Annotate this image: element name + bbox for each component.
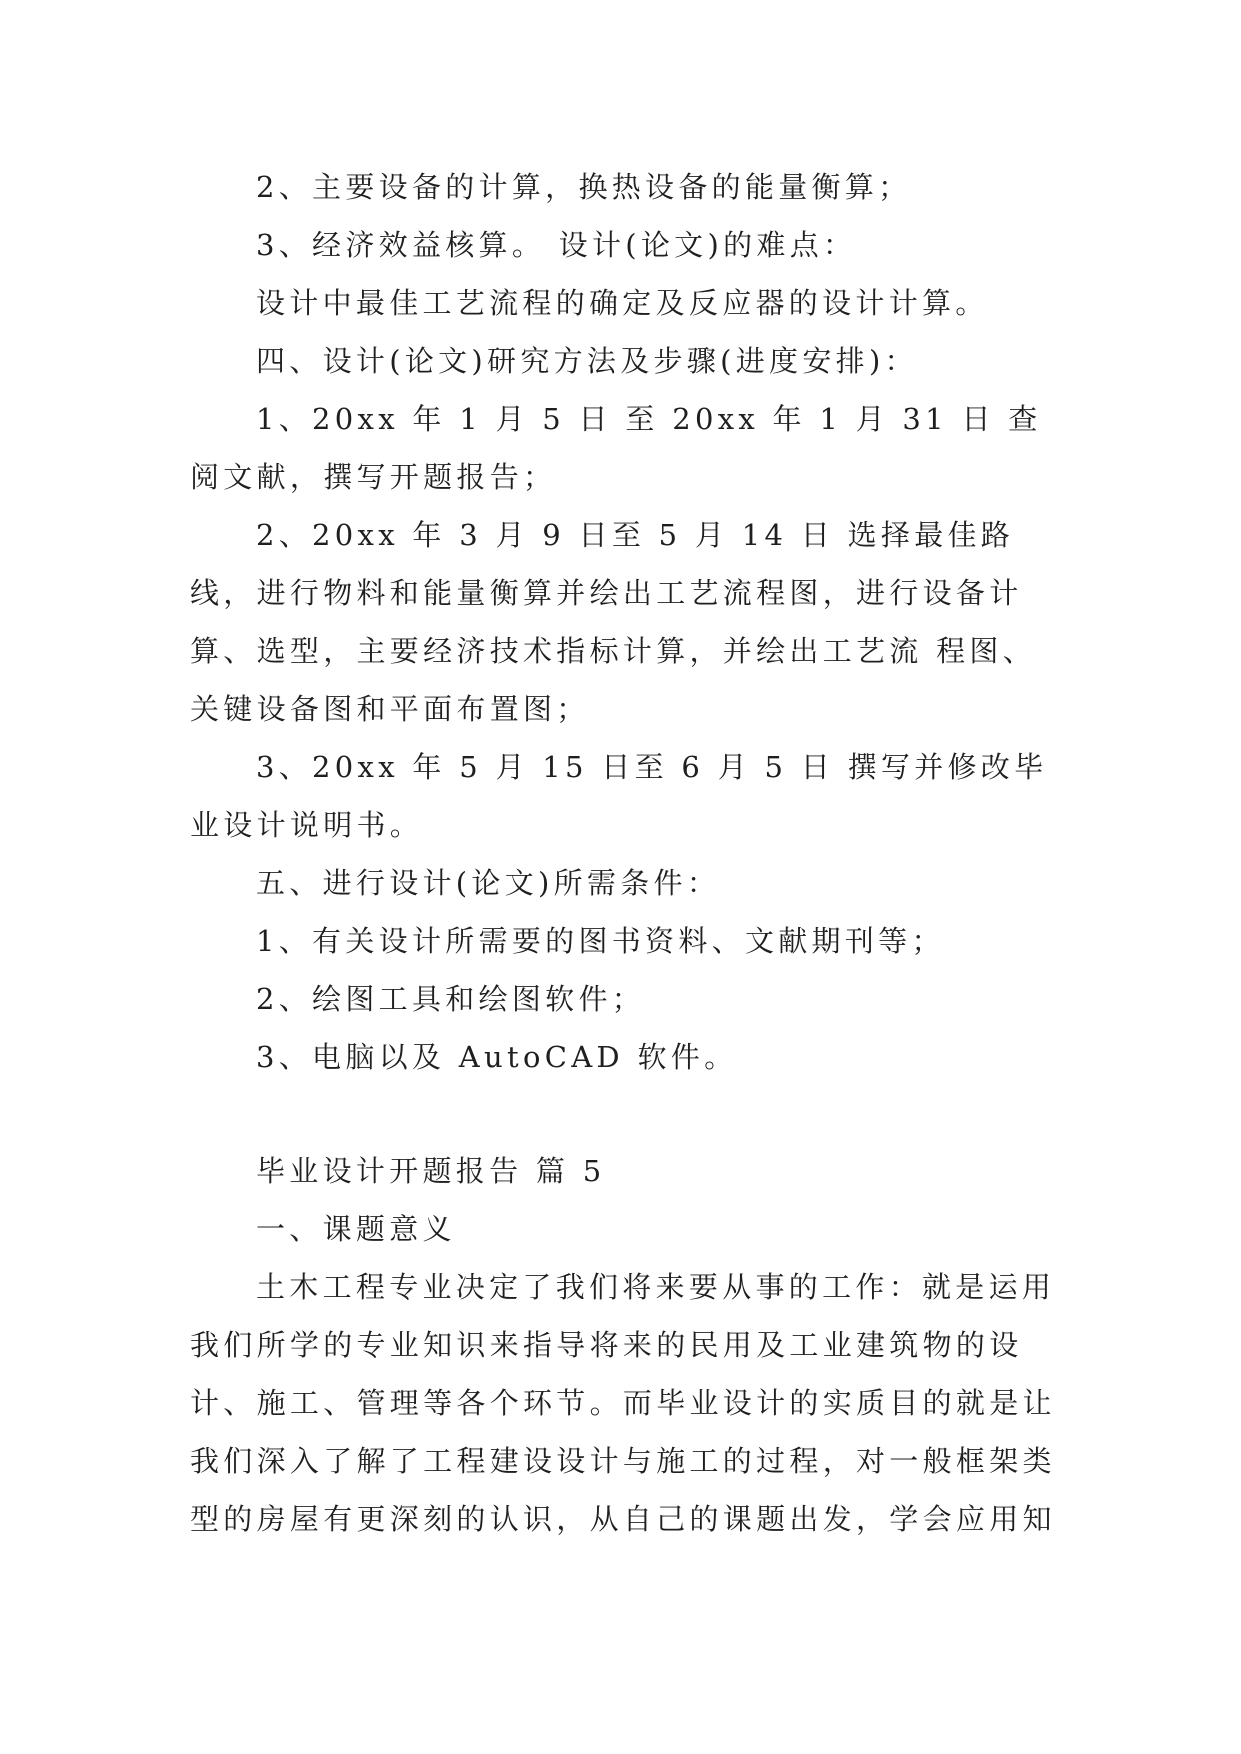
document-body	[190, 158, 1060, 1548]
paragraph-economic-difficulty: 3、经济效益核算。 设计(论文)的难点：	[256, 228, 857, 262]
paragraph-topic-significance: 土木工程专业决定了我们将来要从事的工作：就是运用我们所学的专业知识来指导将来的民用及工业建筑物的设计、施工、管理等各个环节。而毕业设计的实质目的就是让我们深入了解了工程建设设计与施工的过程，对一般框架类型的房屋有更深刻的认识，从自己的课题出发，学会应用知	[190, 1270, 1056, 1536]
section-title: 毕业设计开题报告 篇 5	[256, 1154, 606, 1188]
paragraph-step-2: 2、20xx 年 3 月 9 日至 5 月 14 日 选择最佳路线，进行物料和能量衡算并绘出工艺流程图，进行设备计算、选型，主要经济技术指标计算，并绘出工艺流 程图、关键设备图和平面布置图；	[190, 518, 1037, 726]
paragraph-requirement-3: 3、电脑以及 AutoCAD 软件。	[256, 1040, 738, 1074]
paragraph-step-3: 3、20xx 年 5 月 15 日至 6 月 5 日 撰写并修改毕业设计说明书。	[190, 750, 1048, 842]
paragraph-step-1: 1、20xx 年 1 月 5 日 至 20xx 年 1 月 31 日 查阅文献，撰写开题报告；	[190, 402, 1042, 494]
paragraph-difficulty-detail: 设计中最佳工艺流程的确定及反应器的设计计算。	[256, 286, 989, 320]
heading-requirements: 五、进行设计(论文)所需条件：	[256, 866, 721, 900]
paragraph-requirement-2: 2、绘图工具和绘图软件；	[256, 982, 646, 1016]
heading-topic-significance: 一、课题意义	[256, 1212, 456, 1246]
paragraph-design-calc: 2、主要设备的计算，换热设备的能量衡算；	[256, 170, 912, 204]
heading-method-steps: 四、设计(论文)研究方法及步骤(进度安排)：	[256, 344, 918, 378]
paragraph-requirement-1: 1、有关设计所需要的图书资料、文献期刊等；	[256, 924, 945, 958]
section-gap	[190, 1086, 1060, 1142]
